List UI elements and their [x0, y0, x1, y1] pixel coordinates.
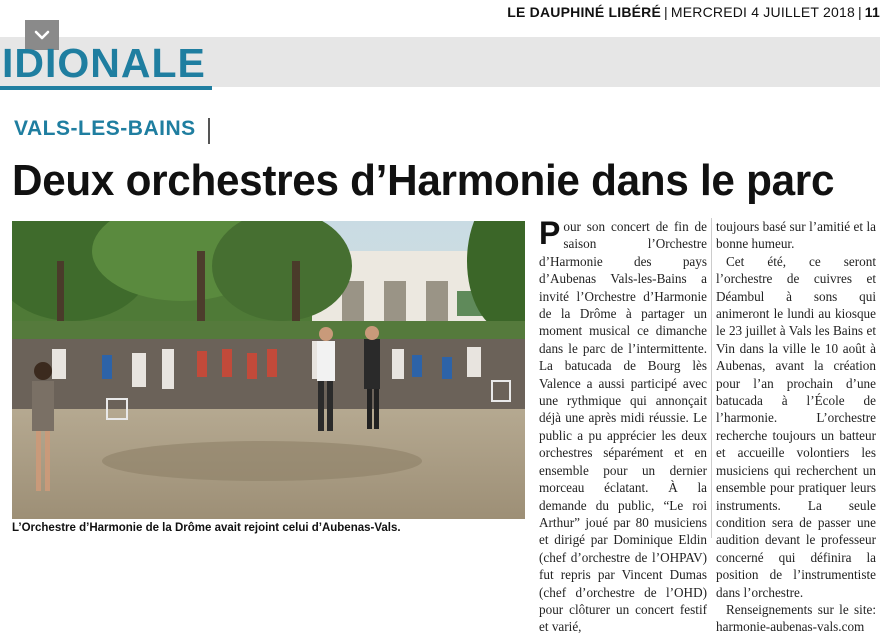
section-title: IDIONALE: [2, 40, 206, 86]
article-location: VALS-LES-BAINS: [14, 117, 196, 140]
article-column-1: [539, 215, 707, 636]
masthead: [507, 4, 880, 20]
masthead-separator-2: |: [857, 4, 862, 20]
article-text: our son concert de fin de saison l’Orchestre d’Harmonie des pays d’Aubenas Vals-les-Bains a invité l’Orchestre d’Harmonie de la Drôme à partager un moment musical ce dimanche dans le parc de l’intermittente. La batucada de Bourg lès Valence a aussi participé avec une rythmique qui annonçait déjà une après midi réussie. Le public a pu apprécier les deux orchestres séparément et en ensemble pour un dernier morceau éclatant. À la demande du public, “Le roi Arthur” joué par 80 musiciens et dirigé par Dominique Eldin (chef d’orchestre de l’OHPAV) fut repris par Vincent Dumas (chef d’orchestre de l’OHD) pour clôturer un concert festif et varié,: [539, 219, 707, 635]
masthead-separator: |: [664, 4, 668, 20]
article-photo: [12, 221, 525, 519]
section-underline: [0, 86, 212, 90]
article-paragraph: Cet été, ce seront l’orchestre de cuivres et Déambul à sons qui animeront le lundi au kiosque le 23 juillet à Vals les Bains et Vin dans la ville le 10 août à Aubenas, avant la création pour l’an prochain d’une batucada à l’École de l’harmonie. L’orchestre recherche toujours un batteur et accueille volontiers les musiciens qui recherchent un ensemble pour pratiquer leurs instruments. La seule condition sera de passer une audition devant le professeur concerné qui définira la position de l’instrumentiste dans l’orchestre.: [716, 253, 876, 600]
drop-cap: P: [539, 215, 561, 251]
photo-caption: L’Orchestre d’Harmonie de la Drôme avait rejoint celui d’Aubenas-Vals.: [12, 522, 401, 534]
page-number: 11: [864, 4, 880, 20]
article-paragraph: toujours basé sur l’amitié et la bonne humeur.: [716, 219, 876, 252]
publication-name: LE DAUPHINÉ LIBÉRÉ: [507, 4, 662, 20]
article-column-2: [716, 218, 876, 636]
article-paragraph: [539, 215, 707, 636]
article-headline: Deux orchestres d’Harmonie dans le parc: [12, 156, 835, 205]
concert-photo-illustration: [12, 221, 525, 519]
kicker-divider: [208, 118, 210, 144]
column-divider: [711, 218, 712, 538]
issue-date: MERCREDI 4 JUILLET 2018: [670, 4, 855, 20]
info-website: Renseignements sur le site: harmonie-aubenas-vals.com: [716, 601, 876, 635]
